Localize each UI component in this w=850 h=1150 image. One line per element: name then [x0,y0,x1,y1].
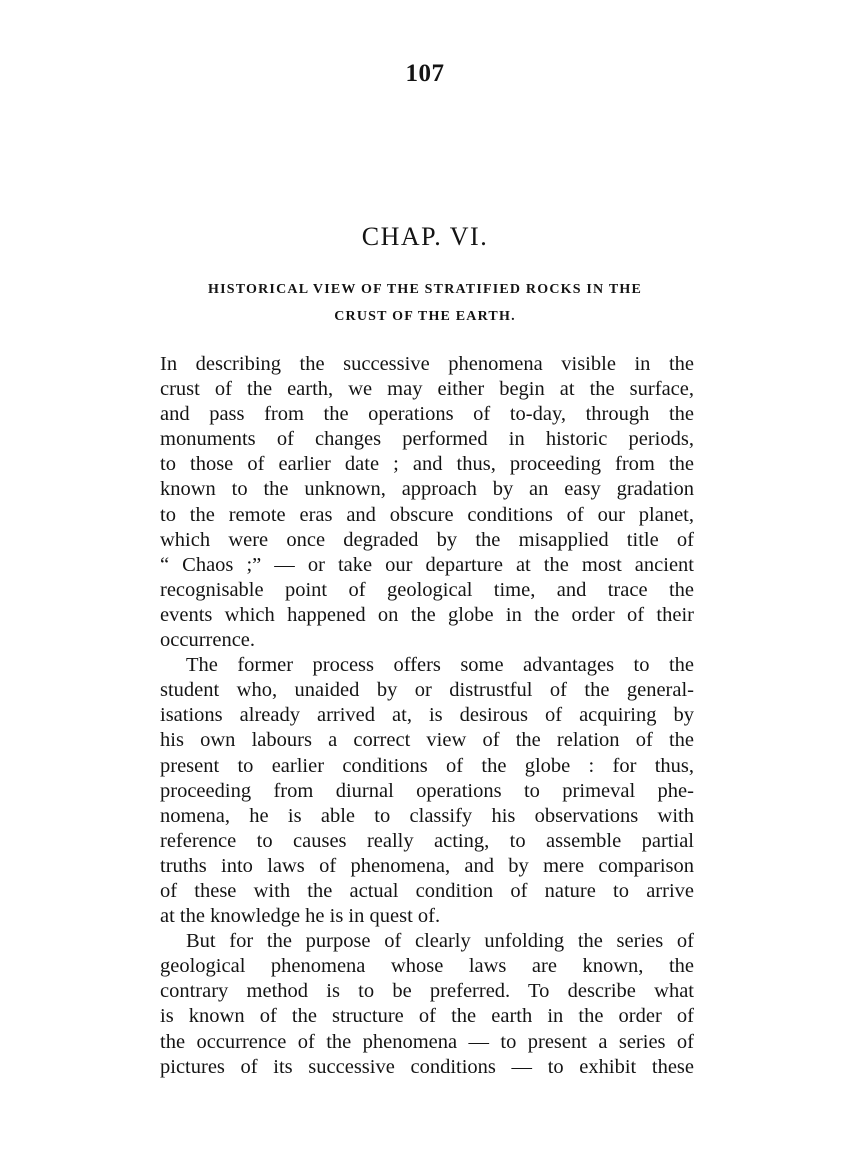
text-line: recognisable point of geological time, and trace the [160,578,694,601]
text-line: student who, unaided by or distrustful of the general- [160,679,694,702]
text-line: the occurrence of the phenomena — to present a series of [160,1030,694,1053]
chapter-subtitle-line-1: HISTORICAL VIEW OF THE STRATIFIED ROCKS IN THE [208,282,642,297]
text-line: events which happened on the globe in the order of their [160,603,694,626]
chapter-title: CHAP. VI. [361,222,489,251]
text-line: and pass from the operations of to-day, through the [160,403,694,426]
text-line: at the knowledge he is in quest of. [160,905,441,928]
text-line: occurrence. [160,629,256,652]
text-line: truths into laws of phenomena, and by mere comparison [160,854,694,877]
text-line: geological phenomena whose laws are known, the [160,955,694,978]
chapter-subtitle-line-2: CRUST OF THE EARTH. [334,309,516,324]
body-text [160,352,694,1080]
text-line: reference to causes really acting, to assemble partial [160,829,694,852]
text-line: which were once degraded by the misapplied title of [160,528,694,551]
text-line: “ Chaos ;” — or take our departure at the most ancient [160,553,694,576]
text-line: In describing the successive phenomena visible in the [160,353,694,375]
text-line: proceeding from diurnal operations to primeval phe- [160,779,694,802]
text-line: pictures of its successive conditions — to exhibit these [160,1055,694,1078]
text-line: is known of the structure of the earth in the order of [160,1005,694,1028]
page-number: 107 [405,60,445,87]
text-line: The former process offers some advantages to the [186,654,694,677]
text-line: contrary method is to be preferred. To describe what [160,980,694,1003]
text-line: But for the purpose of clearly unfolding the series of [186,930,694,953]
text-line: to the remote eras and obscure conditions of our planet, [160,503,694,526]
text-line: nomena, he is able to classify his observations with [160,804,694,827]
text-line: to those of earlier date ; and thus, proceeding from the [160,453,694,476]
text-line: isations already arrived at, is desirous of acquiring by [160,704,694,727]
text-line: monuments of changes performed in historic periods, [160,428,694,451]
text-line: crust of the earth, we may either begin at the surface, [160,378,694,401]
text-line: present to earlier conditions of the globe : for thus, [160,754,694,777]
text-line: his own labours a correct view of the relation of the [160,729,694,752]
text-line: of these with the actual condition of nature to arrive [160,879,694,902]
text-line: known to the unknown, approach by an easy gradation [160,478,694,501]
